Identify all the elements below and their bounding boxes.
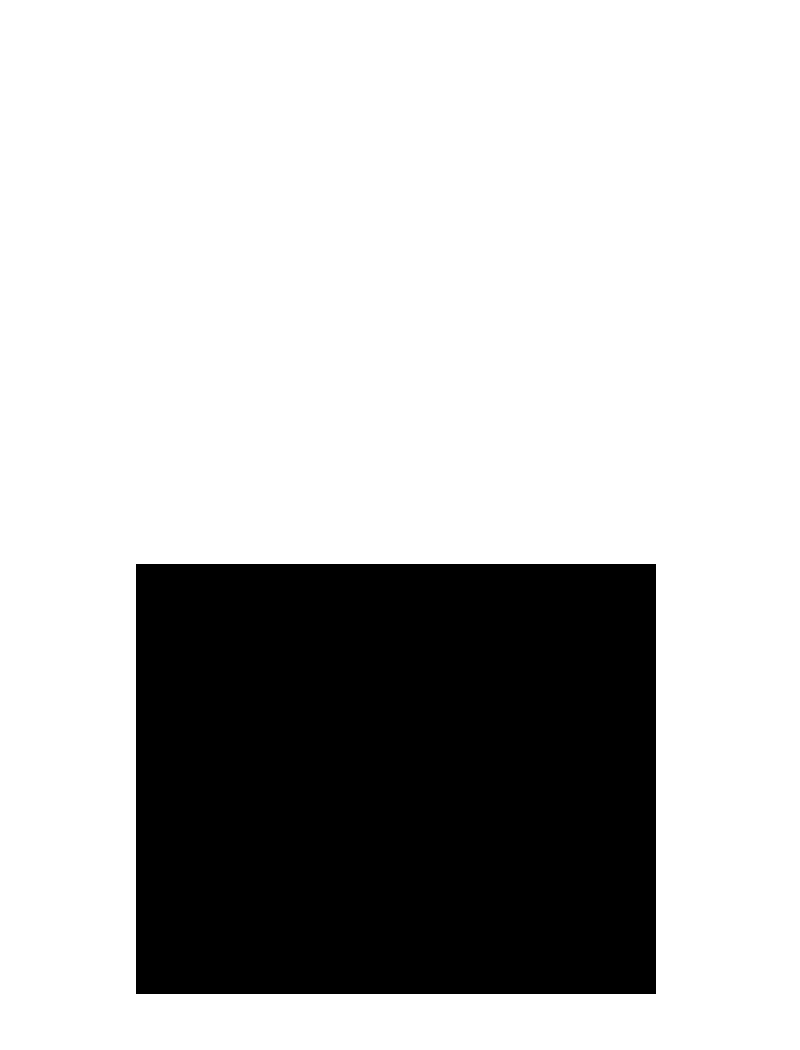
figure-background [136,564,656,994]
running-head [120,40,680,64]
geological-section-drawing [126,446,671,998]
geological-section-figure [126,446,671,998]
